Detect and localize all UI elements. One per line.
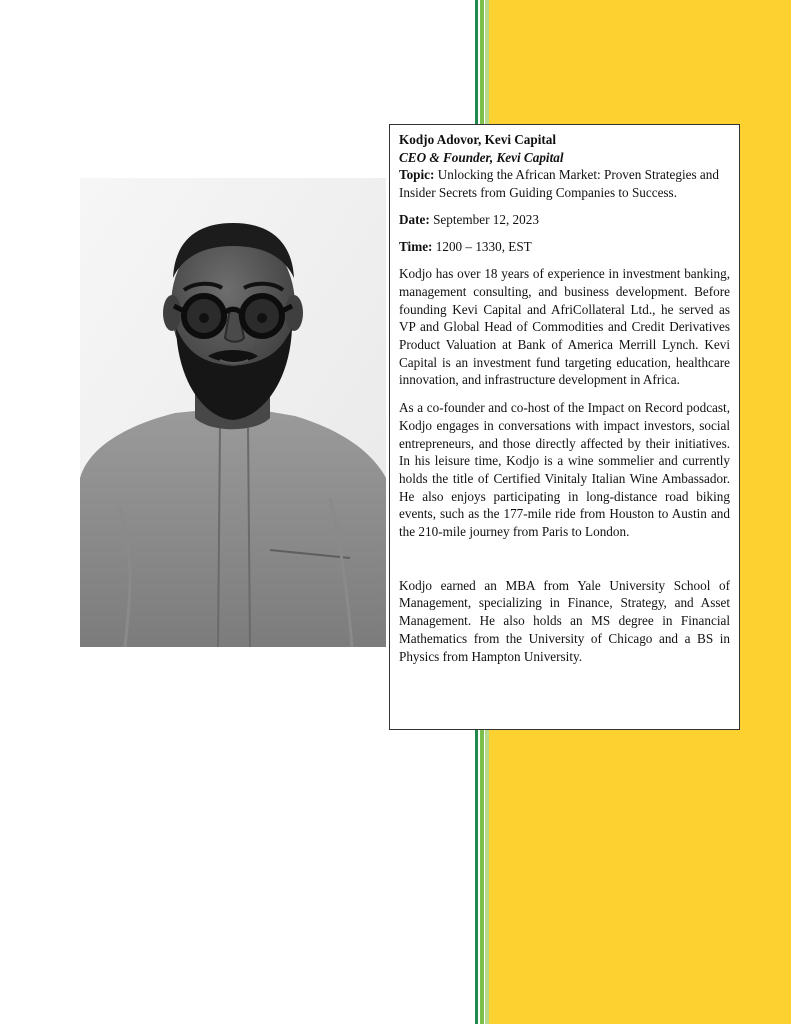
speaker-role: CEO & Founder, Kevi Capital — [399, 149, 564, 165]
time-label: Time: — [399, 238, 433, 254]
date-value: September 12, 2023 — [433, 211, 539, 227]
date-label: Date: — [399, 211, 430, 227]
date-line — [399, 211, 730, 229]
bio-card — [389, 124, 740, 730]
time-value: 1200 – 1330, EST — [435, 238, 532, 254]
bio-paragraph-podcast: As a co-founder and co-host of the Impact on Record podcast, Kodjo engages in conversations with impact investors, social entrepreneurs, and those directly affected by their initiatives. In his leisure time, Kodjo is a wine sommelier and currently holds the title of Certified Vinitaly Italian Wine Ambassador. He also enjoys participating in long-distance road biking events, such as the 177-mile ride from Houston to Austin and the 210-mile journey from Paris to London. — [399, 400, 730, 540]
bio-paragraph-education: Kodjo earned an MBA from Yale University School of Management, specializing in Finance, Strategy, and Asset Management. He also holds an MS degree in Financial Mathematics from the University of Chicago and a BS in Physics from Hampton University. — [399, 577, 730, 664]
time-line — [399, 238, 730, 256]
speaker-name: Kodjo Adovor, Kevi Capital — [399, 132, 557, 147]
bio-paragraph-career: Kodjo has over 18 years of experience in investment banking, management consulting, and business development. Before founding Kevi Capital and AfriCollateral Ltd., he served as VP and Global Head of Commodities and Credit Derivatives Product Valuation at Bank of America Merrill Lynch. Kevi Capital is an investment fund targeting education, healthcare innovation, and infrastructure development in Africa. — [399, 266, 730, 388]
topic-text: Unlocking the African Market: Proven Strategies and Insider Secrets from Guiding Companies to Success. — [399, 167, 719, 201]
speaker-photo — [80, 178, 386, 647]
topic-label: Topic: — [399, 167, 435, 183]
topic-line — [399, 166, 730, 201]
